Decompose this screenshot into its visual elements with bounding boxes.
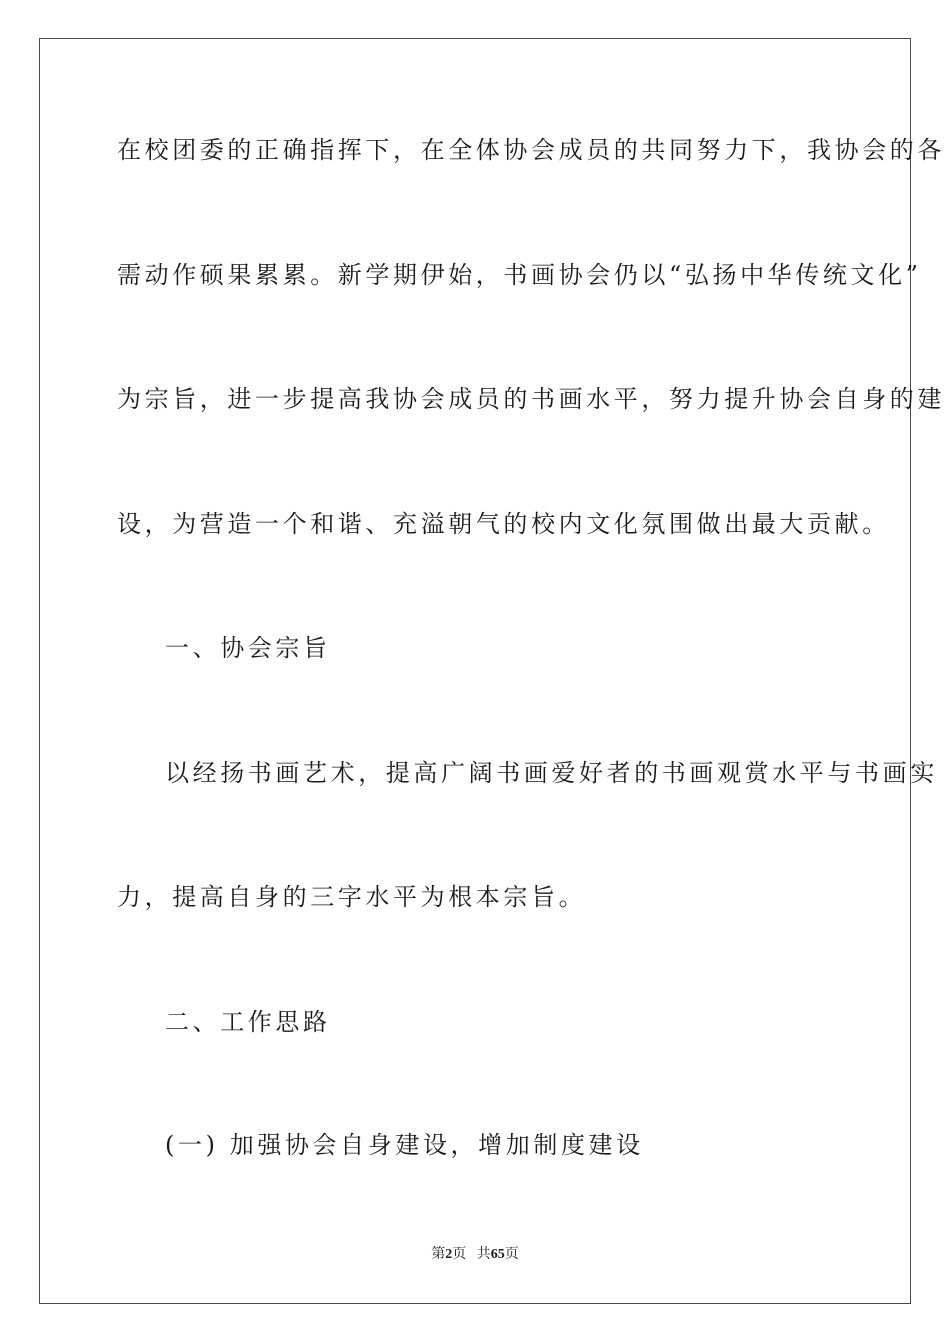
body-text-line: 力，提高自身的三字水平为根本宗旨。 xyxy=(117,883,587,911)
body-text-line: 以经扬书画艺术，提高广阔书画爱好者的书画观赏水平与书画实 xyxy=(165,759,938,787)
total-pages: 65 xyxy=(490,1247,505,1262)
total-suffix: 页 xyxy=(504,1247,519,1262)
page-footer xyxy=(0,1246,950,1264)
body-text-line: 为宗旨，进一步提高我协会成员的书画水平，努力提升协会自身的建 xyxy=(117,385,945,413)
page-suffix: 页 xyxy=(452,1247,467,1262)
subsection-heading: (一) 加强协会自身建设，增加制度建设 xyxy=(165,1131,644,1159)
page-border xyxy=(39,38,945,1304)
page-prefix: 第 xyxy=(431,1247,446,1262)
section-heading: 二、工作思路 xyxy=(165,1008,331,1036)
body-text-line: 需动作硕果累累。新学期伊始，书画协会仍以“弘扬中华传统文化” xyxy=(117,261,922,289)
section-heading: 一、协会宗旨 xyxy=(165,634,331,662)
body-text-line: 在校团委的正确指挥下，在全体协会成员的共同努力下，我协会的各 xyxy=(117,136,945,164)
body-text-line: 设，为营造一个和谐、充溢朝气的校内文化氛围做出最大贡献。 xyxy=(117,510,890,538)
page-number: 2 xyxy=(445,1247,453,1262)
total-prefix: 共 xyxy=(476,1247,491,1262)
